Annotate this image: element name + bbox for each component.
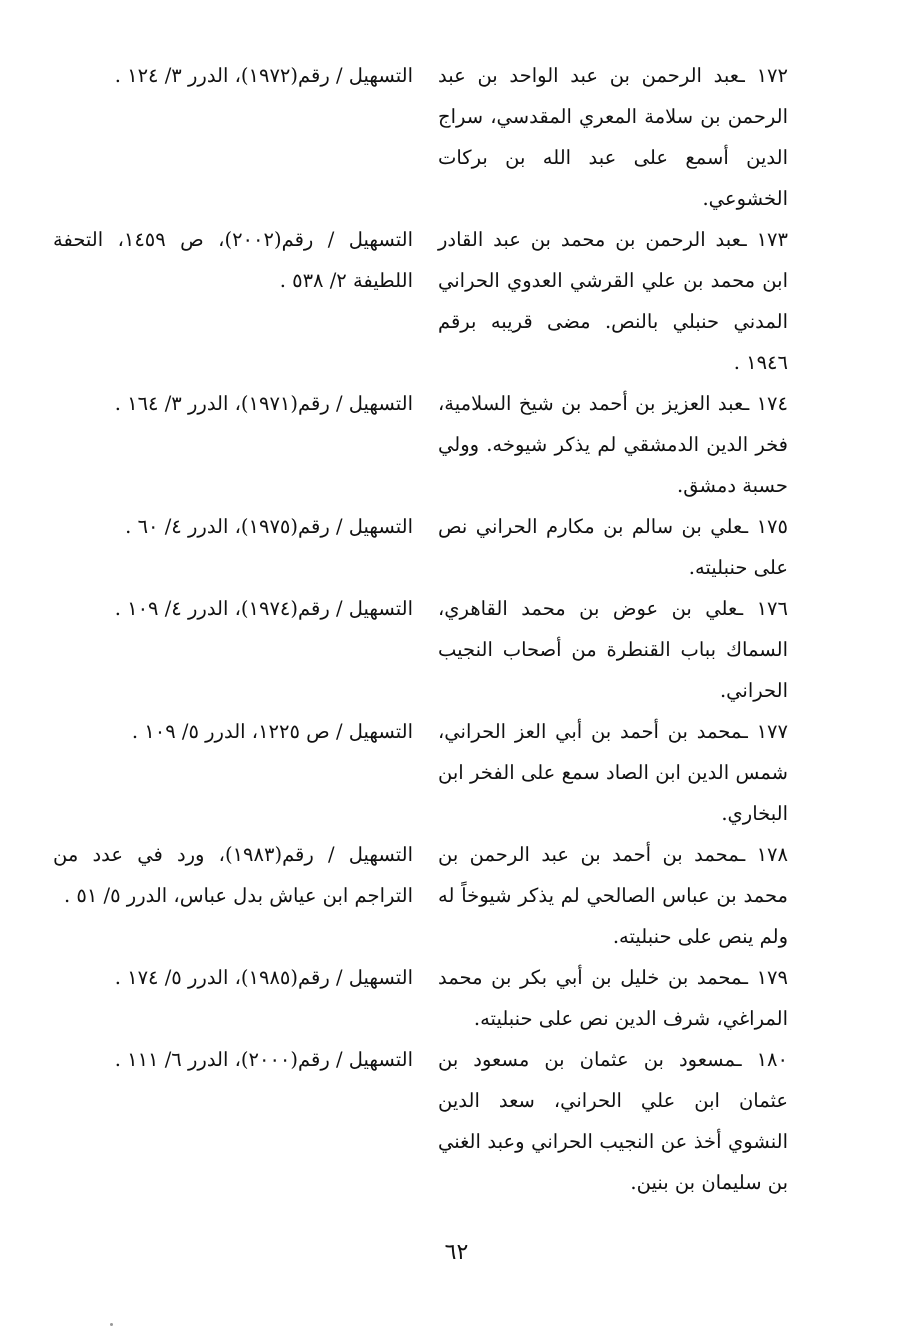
entry-bio — [438, 957, 788, 1039]
entry-bio — [438, 383, 788, 506]
biography-list — [53, 55, 788, 1203]
entry-bio-text: محمد بن أحمد بن عبد الرحمن بن محمد بن عباس الصالحي لم يذكر شيوخاً له ولم ينص على حنبليته. — [438, 843, 788, 948]
entry-number: ١٨٠ ـ — [735, 1048, 788, 1071]
page-number: ٦٢ — [444, 1240, 469, 1265]
entry-source: التسهيل / رقم(١٩٧٤)، الدرر ٤/ ١٠٩ . — [114, 597, 413, 620]
entry-175 — [53, 506, 788, 588]
entry-number: ١٧٨ ـ — [739, 843, 788, 866]
entry-number: ١٧٥ ـ — [742, 515, 788, 538]
entry-number: ١٧٩ ـ — [742, 966, 788, 989]
entry-bio-text: محمد بن أحمد بن أبي العز الحراني، شمس الدين ابن الصاد سمع على الفخر ابن البخاري. — [438, 720, 788, 825]
entry-number: ١٧٤ ـ — [743, 392, 788, 415]
entry-number: ١٧٢ ـ — [739, 64, 788, 87]
entry-number: ١٧٦ ـ — [737, 597, 788, 620]
entry-173 — [53, 219, 788, 383]
entry-source: التسهيل / رقم(١٩٧١)، الدرر ٣/ ١٦٤ . — [114, 392, 413, 415]
entry-bio — [438, 219, 788, 383]
entry-source: التسهيل / رقم(١٩٨٥)، الدرر ٥/ ١٧٤ . — [114, 966, 413, 989]
entry-source: التسهيل / رقم(٢٠٠٢)، ص ١٤٥٩، التحفة اللطيفة ٢/ ٥٣٨ . — [53, 228, 413, 292]
entry-bio-text: علي بن عوض بن محمد القاهري، السماك بباب القنطرة من أصحاب النجيب الحراني. — [438, 597, 788, 702]
entry-178 — [53, 834, 788, 957]
entry-bio-text: عبد الرحمن بن محمد بن عبد القادر ابن محمد بن علي القرشي العدوي الحراني المدني حنبلي بالنص. مضى قريبه برقم ١٩٤٦ . — [438, 228, 788, 374]
entry-number: ١٧٣ ـ — [741, 228, 788, 251]
entry-number: ١٧٧ ـ — [742, 720, 788, 743]
entry-source: التسهيل / رقم(١٩٨٣)، ورد في عدد من التراجم ابن عياش بدل عباس، الدرر ٥/ ٥١ . — [53, 843, 413, 907]
entry-bio — [438, 506, 788, 588]
entry-bio — [438, 834, 788, 957]
entry-source: التسهيل / رقم(٢٠٠٠)، الدرر ٦/ ١١١ . — [114, 1048, 413, 1071]
entry-179 — [53, 957, 788, 1039]
entry-source: التسهيل / ص ١٢٢٥، الدرر ٥/ ١٠٩ . — [131, 720, 413, 743]
entry-bio-text: مسعود بن عثمان بن مسعود بن عثمان ابن علي الحراني، سعد الدين النشوي أخذ عن النجيب الحراني وعبد الغني بن سليمان بن بنين. — [438, 1048, 788, 1194]
entry-bio — [438, 1039, 788, 1203]
entry-172 — [53, 55, 788, 219]
entry-bio — [438, 711, 788, 834]
entry-bio-text: عبد العزيز بن أحمد بن شيخ السلامية، فخر الدين الدمشقي لم يذكر شيوخه. وولي حسبة دمشق. — [438, 392, 788, 497]
scan-speck — [110, 1323, 113, 1326]
entry-174 — [53, 383, 788, 506]
entry-bio — [438, 55, 788, 219]
entry-bio — [438, 588, 788, 711]
entry-source: التسهيل / رقم(١٩٧٢)، الدرر ٣/ ١٢٤ . — [114, 64, 413, 87]
entry-bio-text: عبد الرحمن بن عبد الواحد بن عبد الرحمن بن سلامة المعري المقدسي، سراج الدين أسمع على عبد الله بن بركات الخشوعي. — [438, 64, 788, 210]
entry-bio-text: علي بن سالم بن مكارم الحراني نص على حنبليته. — [438, 515, 788, 579]
entry-source: التسهيل / رقم(١٩٧٥)، الدرر ٤/ ٦٠ . — [125, 515, 413, 538]
entry-bio-text: محمد بن خليل بن أبي بكر بن محمد المراغي، شرف الدين نص على حنبليته. — [438, 966, 788, 1030]
entry-177 — [53, 711, 788, 834]
entry-176 — [53, 588, 788, 711]
entry-180 — [53, 1039, 788, 1203]
